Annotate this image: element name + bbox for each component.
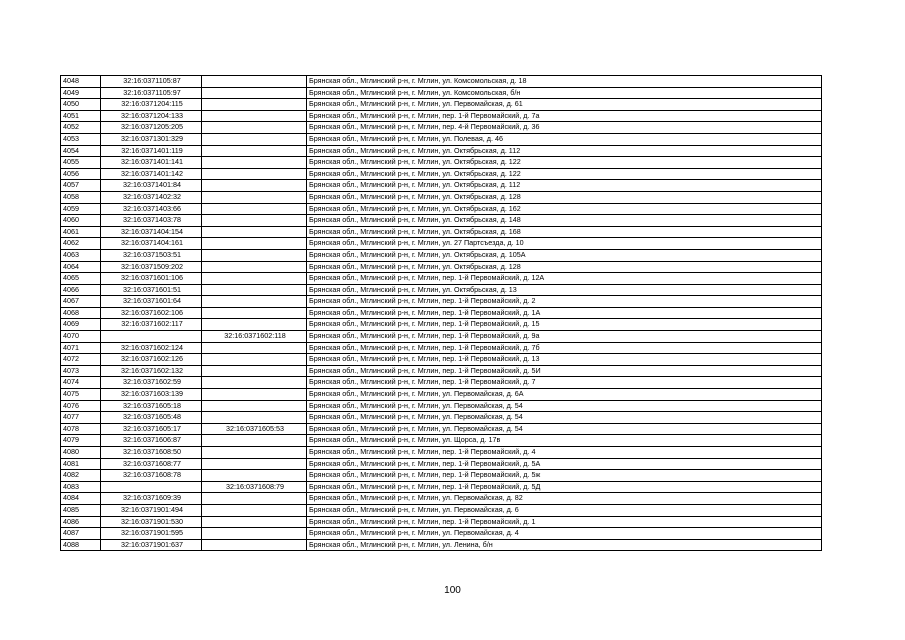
address-cell: Брянская обл., Мглинский р-н, г. Мглин, ул. Первомайская, д. 54 <box>307 412 822 424</box>
row-number-cell: 4076 <box>61 400 101 412</box>
row-number-cell: 4068 <box>61 307 101 319</box>
row-number-cell: 4049 <box>61 87 101 99</box>
cadastral-number-cell: 32:16:0371606:87 <box>101 435 202 447</box>
row-number-cell: 4088 <box>61 539 101 551</box>
address-cell: Брянская обл., Мглинский р-н, г. Мглин, пер. 1-й Первомайский, д. 1А <box>307 307 822 319</box>
row-number-cell: 4084 <box>61 493 101 505</box>
cadastral-number-cell: 32:16:0371603:139 <box>101 389 202 401</box>
cadastral-number-cell: 32:16:0371901:595 <box>101 528 202 540</box>
address-cell: Брянская обл., Мглинский р-н, г. Мглин, пер. 1-й Первомайский, д. 7 <box>307 377 822 389</box>
table-row <box>61 296 822 308</box>
address-cell: Брянская обл., Мглинский р-н, г. Мглин, ул. Октябрьская, д. 168 <box>307 226 822 238</box>
address-cell: Брянская обл., Мглинский р-н, г. Мглин, пер. 1-й Первомайский, д. 2 <box>307 296 822 308</box>
table-row <box>61 307 822 319</box>
cadastral-number-cell: 32:16:0371602:117 <box>101 319 202 331</box>
cadastral-number-cell: 32:16:0371402:32 <box>101 191 202 203</box>
address-cell: Брянская обл., Мглинский р-н, г. Мглин, ул. Октябрьская, д. 162 <box>307 203 822 215</box>
cadastral-number-cell: 32:16:0371602:106 <box>101 307 202 319</box>
cadastral-number-cell: 32:16:0371401:119 <box>101 145 202 157</box>
row-number-cell: 4050 <box>61 99 101 111</box>
cadastral-number-cell: 32:16:0371602:124 <box>101 342 202 354</box>
table-row <box>61 261 822 273</box>
row-number-cell: 4074 <box>61 377 101 389</box>
parent-cadastral-number-cell <box>202 110 307 122</box>
parent-cadastral-number-cell <box>202 528 307 540</box>
row-number-cell: 4081 <box>61 458 101 470</box>
table-row <box>61 354 822 366</box>
parent-cadastral-number-cell <box>202 516 307 528</box>
row-number-cell: 4054 <box>61 145 101 157</box>
address-cell: Брянская обл., Мглинский р-н, г. Мглин, ул. Комсомольская, б/н <box>307 87 822 99</box>
row-number-cell: 4072 <box>61 354 101 366</box>
parent-cadastral-number-cell <box>202 504 307 516</box>
parent-cadastral-number-cell <box>202 319 307 331</box>
table-row <box>61 400 822 412</box>
cadastral-number-cell: 32:16:0371401:142 <box>101 168 202 180</box>
cadastral-number-cell: 32:16:0371404:161 <box>101 238 202 250</box>
table-row <box>61 180 822 192</box>
parent-cadastral-number-cell <box>202 296 307 308</box>
parent-cadastral-number-cell <box>202 354 307 366</box>
address-cell: Брянская обл., Мглинский р-н, г. Мглин, ул. Полевая, д. 46 <box>307 133 822 145</box>
cadastral-number-cell: 32:16:0371608:77 <box>101 458 202 470</box>
table-row <box>61 516 822 528</box>
cadastral-number-cell: 32:16:0371509:202 <box>101 261 202 273</box>
cadastral-number-cell: 32:16:0371608:50 <box>101 447 202 459</box>
table-row <box>61 226 822 238</box>
parent-cadastral-number-cell <box>202 365 307 377</box>
row-number-cell: 4067 <box>61 296 101 308</box>
table-row <box>61 87 822 99</box>
cadastral-number-cell: 32:16:0371605:48 <box>101 412 202 424</box>
cadastral-number-cell: 32:16:0371602:126 <box>101 354 202 366</box>
row-number-cell: 4069 <box>61 319 101 331</box>
table-row <box>61 168 822 180</box>
table-row <box>61 203 822 215</box>
parent-cadastral-number-cell <box>202 238 307 250</box>
row-number-cell: 4065 <box>61 273 101 285</box>
cadastral-number-cell: 32:16:0371602:59 <box>101 377 202 389</box>
parent-cadastral-number-cell <box>202 76 307 88</box>
cadastral-number-cell: 32:16:0371605:17 <box>101 423 202 435</box>
table-row <box>61 319 822 331</box>
address-cell: Брянская обл., Мглинский р-н, г. Мглин, ул. Первомайская, д. 82 <box>307 493 822 505</box>
table-row <box>61 110 822 122</box>
parent-cadastral-number-cell <box>202 400 307 412</box>
cadastral-number-cell: 32:16:0371105:97 <box>101 87 202 99</box>
table-row <box>61 145 822 157</box>
address-cell: Брянская обл., Мглинский р-н, г. Мглин, ул. Октябрьская, д. 128 <box>307 261 822 273</box>
address-cell: Брянская обл., Мглинский р-н, г. Мглин, ул. Первомайская, д. 6 <box>307 504 822 516</box>
parent-cadastral-number-cell <box>202 87 307 99</box>
row-number-cell: 4087 <box>61 528 101 540</box>
address-cell: Брянская обл., Мглинский р-н, г. Мглин, ул. Первомайская, д. 54 <box>307 423 822 435</box>
row-number-cell: 4053 <box>61 133 101 145</box>
address-cell: Брянская обл., Мглинский р-н, г. Мглин, ул. Первомайская, д. 61 <box>307 99 822 111</box>
parent-cadastral-number-cell <box>202 226 307 238</box>
cadastral-number-cell: 32:16:0371602:132 <box>101 365 202 377</box>
address-cell: Брянская обл., Мглинский р-н, г. Мглин, ул. Октябрьская, д. 128 <box>307 191 822 203</box>
parent-cadastral-number-cell <box>202 284 307 296</box>
table-row <box>61 249 822 261</box>
table-row <box>61 470 822 482</box>
table-row <box>61 504 822 516</box>
cadastral-number-cell: 32:16:0371301:329 <box>101 133 202 145</box>
table-row <box>61 273 822 285</box>
row-number-cell: 4062 <box>61 238 101 250</box>
cadastral-number-cell: 32:16:0371204:115 <box>101 99 202 111</box>
address-cell: Брянская обл., Мглинский р-н, г. Мглин, пер. 1-й Первомайский, д. 4 <box>307 447 822 459</box>
cadastral-number-cell: 32:16:0371204:133 <box>101 110 202 122</box>
row-number-cell: 4083 <box>61 481 101 493</box>
table-row <box>61 238 822 250</box>
row-number-cell: 4048 <box>61 76 101 88</box>
parent-cadastral-number-cell <box>202 261 307 273</box>
table-row <box>61 389 822 401</box>
address-cell: Брянская обл., Мглинский р-н, г. Мглин, ул. Октябрьская, д. 105А <box>307 249 822 261</box>
parent-cadastral-number-cell <box>202 215 307 227</box>
cadastral-number-cell: 32:16:0371601:106 <box>101 273 202 285</box>
cadastral-number-cell: 32:16:0371601:64 <box>101 296 202 308</box>
cadastral-number-cell: 32:16:0371901:530 <box>101 516 202 528</box>
parent-cadastral-number-cell <box>202 122 307 134</box>
parent-cadastral-number-cell <box>202 447 307 459</box>
cadastral-number-cell: 32:16:0371105:87 <box>101 76 202 88</box>
table-row <box>61 435 822 447</box>
parent-cadastral-number-cell: 32:16:0371605:53 <box>202 423 307 435</box>
table-row <box>61 284 822 296</box>
cadastral-number-cell: 32:16:0371601:51 <box>101 284 202 296</box>
row-number-cell: 4058 <box>61 191 101 203</box>
row-number-cell: 4064 <box>61 261 101 273</box>
table-row <box>61 412 822 424</box>
parent-cadastral-number-cell <box>202 145 307 157</box>
address-cell: Брянская обл., Мглинский р-н, г. Мглин, пер. 1-й Первомайский, д. 5И <box>307 365 822 377</box>
table-row <box>61 458 822 470</box>
table-row <box>61 191 822 203</box>
parent-cadastral-number-cell <box>202 203 307 215</box>
parent-cadastral-number-cell <box>202 458 307 470</box>
address-cell: Брянская обл., Мглинский р-н, г. Мглин, ул. 27 Партсъезда, д. 10 <box>307 238 822 250</box>
parent-cadastral-number-cell <box>202 307 307 319</box>
row-number-cell: 4060 <box>61 215 101 227</box>
row-number-cell: 4085 <box>61 504 101 516</box>
cadastral-number-cell: 32:16:0371608:78 <box>101 470 202 482</box>
parent-cadastral-number-cell <box>202 157 307 169</box>
address-cell: Брянская обл., Мглинский р-н, г. Мглин, ул. Первомайская, д. 4 <box>307 528 822 540</box>
cadastral-number-cell: 32:16:0371503:51 <box>101 249 202 261</box>
row-number-cell: 4077 <box>61 412 101 424</box>
cadastral-number-cell: 32:16:0371401:141 <box>101 157 202 169</box>
parent-cadastral-number-cell <box>202 133 307 145</box>
row-number-cell: 4070 <box>61 331 101 343</box>
row-number-cell: 4057 <box>61 180 101 192</box>
table-row <box>61 447 822 459</box>
address-cell: Брянская обл., Мглинский р-н, г. Мглин, ул. Октябрьская, д. 122 <box>307 157 822 169</box>
cadastral-number-cell: 32:16:0371401:84 <box>101 180 202 192</box>
table-row <box>61 481 822 493</box>
cadastral-number-cell: 32:16:0371403:78 <box>101 215 202 227</box>
address-cell: Брянская обл., Мглинский р-н, г. Мглин, ул. Щорса, д. 17в <box>307 435 822 447</box>
address-cell: Брянская обл., Мглинский р-н, г. Мглин, пер. 1-й Первомайский, д. 15 <box>307 319 822 331</box>
parent-cadastral-number-cell <box>202 389 307 401</box>
parent-cadastral-number-cell <box>202 168 307 180</box>
table-row <box>61 365 822 377</box>
row-number-cell: 4075 <box>61 389 101 401</box>
parent-cadastral-number-cell <box>202 493 307 505</box>
parent-cadastral-number-cell <box>202 249 307 261</box>
parent-cadastral-number-cell <box>202 273 307 285</box>
cadastral-number-cell: 32:16:0371404:154 <box>101 226 202 238</box>
parent-cadastral-number-cell <box>202 191 307 203</box>
cadastral-number-cell <box>101 481 202 493</box>
row-number-cell: 4063 <box>61 249 101 261</box>
table-row <box>61 122 822 134</box>
row-number-cell: 4066 <box>61 284 101 296</box>
address-cell: Брянская обл., Мглинский р-н, г. Мглин, ул. Октябрьская, д. 148 <box>307 215 822 227</box>
table-row <box>61 157 822 169</box>
table-row <box>61 377 822 389</box>
address-cell: Брянская обл., Мглинский р-н, г. Мглин, пер. 1-й Первомайский, д. 7а <box>307 110 822 122</box>
page-number: 100 <box>444 585 461 596</box>
address-cell: Брянская обл., Мглинский р-н, г. Мглин, пер. 1-й Первомайский, д. 1 <box>307 516 822 528</box>
table-row <box>61 133 822 145</box>
row-number-cell: 4056 <box>61 168 101 180</box>
registry-table <box>60 75 822 551</box>
address-cell: Брянская обл., Мглинский р-н, г. Мглин, пер. 1-й Первомайский, д. 5ж <box>307 470 822 482</box>
parent-cadastral-number-cell <box>202 180 307 192</box>
address-cell: Брянская обл., Мглинский р-н, г. Мглин, ул. Октябрьская, д. 112 <box>307 145 822 157</box>
row-number-cell: 4080 <box>61 447 101 459</box>
table-row <box>61 528 822 540</box>
row-number-cell: 4061 <box>61 226 101 238</box>
address-cell: Брянская обл., Мглинский р-н, г. Мглин, пер. 4-й Первомайский, д. 36 <box>307 122 822 134</box>
address-cell: Брянская обл., Мглинский р-н, г. Мглин, пер. 1-й Первомайский, д. 12А <box>307 273 822 285</box>
address-cell: Брянская обл., Мглинский р-н, г. Мглин, пер. 1-й Первомайский, д. 5А <box>307 458 822 470</box>
address-cell: Брянская обл., Мглинский р-н, г. Мглин, ул. Комсомольская, д. 18 <box>307 76 822 88</box>
parent-cadastral-number-cell <box>202 435 307 447</box>
row-number-cell: 4073 <box>61 365 101 377</box>
address-cell: Брянская обл., Мглинский р-н, г. Мглин, ул. Октябрьская, д. 13 <box>307 284 822 296</box>
cadastral-number-cell: 32:16:0371901:494 <box>101 504 202 516</box>
registry-table-body <box>61 76 822 551</box>
row-number-cell: 4082 <box>61 470 101 482</box>
row-number-cell: 4055 <box>61 157 101 169</box>
parent-cadastral-number-cell <box>202 377 307 389</box>
row-number-cell: 4086 <box>61 516 101 528</box>
cadastral-number-cell: 32:16:0371901:637 <box>101 539 202 551</box>
address-cell: Брянская обл., Мглинский р-н, г. Мглин, ул. Первомайская, д. 6А <box>307 389 822 401</box>
address-cell: Брянская обл., Мглинский р-н, г. Мглин, пер. 1-й Первомайский, д. 7б <box>307 342 822 354</box>
cadastral-number-cell: 32:16:0371403:66 <box>101 203 202 215</box>
row-number-cell: 4059 <box>61 203 101 215</box>
parent-cadastral-number-cell: 32:16:0371602:118 <box>202 331 307 343</box>
address-cell: Брянская обл., Мглинский р-н, г. Мглин, пер. 1-й Первомайский, д. 5Д <box>307 481 822 493</box>
table-row <box>61 76 822 88</box>
address-cell: Брянская обл., Мглинский р-н, г. Мглин, пер. 1-й Первомайский, д. 13 <box>307 354 822 366</box>
cadastral-number-cell: 32:16:0371609:39 <box>101 493 202 505</box>
parent-cadastral-number-cell <box>202 412 307 424</box>
table-row <box>61 331 822 343</box>
parent-cadastral-number-cell: 32:16:0371608:79 <box>202 481 307 493</box>
row-number-cell: 4078 <box>61 423 101 435</box>
table-row <box>61 215 822 227</box>
table-row <box>61 99 822 111</box>
parent-cadastral-number-cell <box>202 342 307 354</box>
cadastral-number-cell <box>101 331 202 343</box>
parent-cadastral-number-cell <box>202 470 307 482</box>
cadastral-number-cell: 32:16:0371205:205 <box>101 122 202 134</box>
table-row <box>61 342 822 354</box>
row-number-cell: 4071 <box>61 342 101 354</box>
table-row <box>61 539 822 551</box>
address-cell: Брянская обл., Мглинский р-н, г. Мглин, ул. Ленина, б/н <box>307 539 822 551</box>
address-cell: Брянская обл., Мглинский р-н, г. Мглин, ул. Октябрьская, д. 112 <box>307 180 822 192</box>
address-cell: Брянская обл., Мглинский р-н, г. Мглин, ул. Октябрьская, д. 122 <box>307 168 822 180</box>
cadastral-number-cell: 32:16:0371605:18 <box>101 400 202 412</box>
parent-cadastral-number-cell <box>202 99 307 111</box>
parent-cadastral-number-cell <box>202 539 307 551</box>
table-row <box>61 493 822 505</box>
row-number-cell: 4052 <box>61 122 101 134</box>
row-number-cell: 4079 <box>61 435 101 447</box>
table-row <box>61 423 822 435</box>
address-cell: Брянская обл., Мглинский р-н, г. Мглин, пер. 1-й Первомайский, д. 9а <box>307 331 822 343</box>
row-number-cell: 4051 <box>61 110 101 122</box>
address-cell: Брянская обл., Мглинский р-н, г. Мглин, ул. Первомайская, д. 54 <box>307 400 822 412</box>
